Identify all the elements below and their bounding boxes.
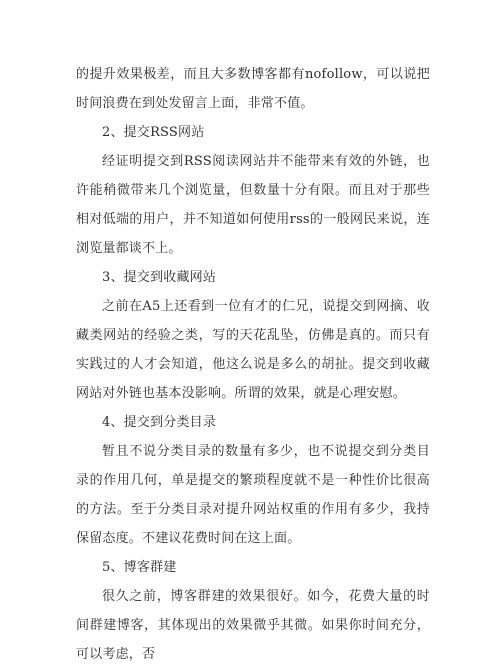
heading-rss-sites: 2、提交RSS网站 [102, 125, 205, 140]
paragraph-blog-network: 很久之前，博客群建的效果很好。如今，花费大量的时间群建博客，其体现出的效果微乎其微。如果你时间充分，可以考虑，否 [76, 589, 430, 662]
heading-bookmark-sites: 3、提交到收藏网站 [102, 270, 217, 285]
document-body [76, 60, 430, 669]
heading-blog-network: 5、博客群建 [102, 560, 177, 575]
heading-directories: 4、提交到分类目录 [102, 415, 217, 430]
paragraph-rss-sites: 经证明提交到RSS阅读网站并不能带来有效的外链，也许能稍微带来几个浏览量，但数量十分有限。而且对于那些相对低端的用户，并不知道如何使用rss的一般网民来说，连浏览量都谈不上。 [76, 154, 430, 256]
paragraph-directories: 暂且不说分类目录的数量有多少，也不说提交到分类目录的作用几何，单是提交的繁琐程度就不是一种性价比很高的方法。至于分类目录对提升网站权重的作用有多少，我持保留态度。不建议花费时间在这上面。 [76, 444, 430, 546]
paragraph-bookmark-sites: 之前在A5上还看到一位有才的仁兄，说提交到网摘、收藏类网站的经验之类，写的天花乱坠，仿佛是真的。而只有实践过的人才会知道，他这么说是多么的胡扯。提交到收藏网站对外链也基本没影响。所谓的效果，就是心理安慰。 [76, 299, 430, 401]
paragraph-intro: 的提升效果极差，而且大多数博客都有nofollow，可以说把时间浪费在到处发留言上面，非常不值。 [76, 67, 430, 111]
